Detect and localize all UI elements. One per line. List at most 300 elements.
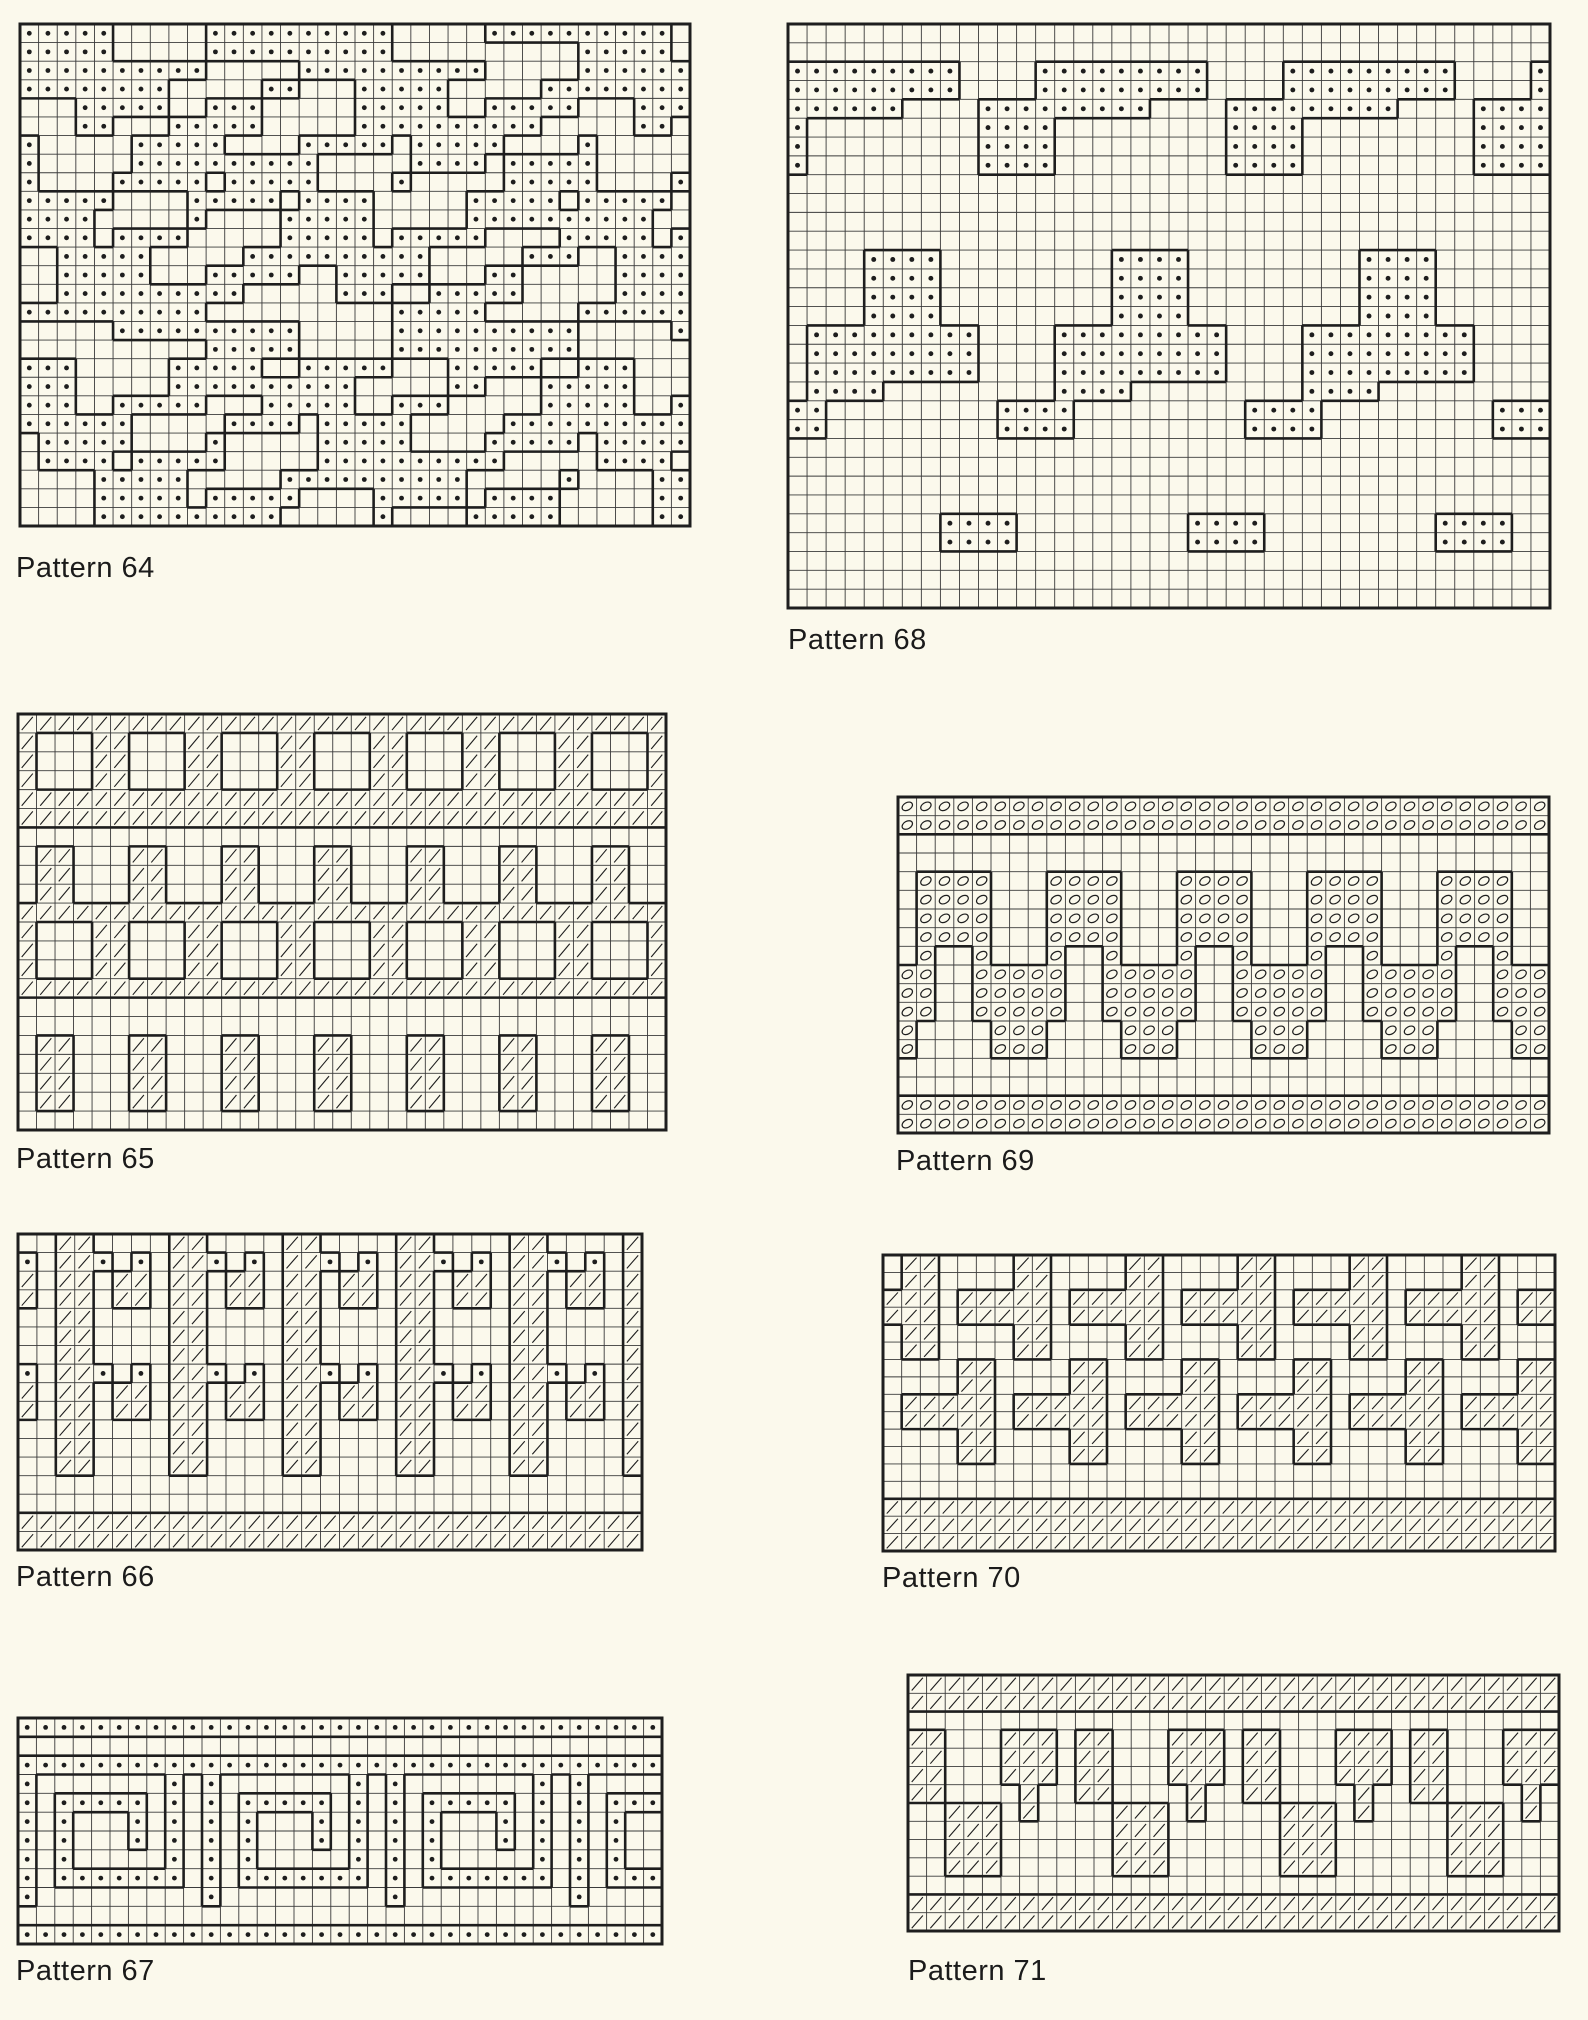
p64-cell-dot xyxy=(678,235,683,240)
p65-cell-hatch xyxy=(614,811,625,824)
p67-cell-dot xyxy=(374,1725,379,1730)
p70-cell-hatch xyxy=(1185,1292,1196,1304)
p67-cell-dot xyxy=(227,1932,232,1937)
p64-cell-dot xyxy=(45,421,50,426)
p68-cell-dot xyxy=(1138,87,1143,92)
p68-cell-dot xyxy=(967,332,972,337)
p67-cell-dot xyxy=(595,1763,600,1768)
p68-cell-dot xyxy=(1500,144,1505,149)
p69-cell-oval xyxy=(1161,1024,1174,1036)
p68-cell-dot xyxy=(1405,257,1410,262)
p70-cell-hatch xyxy=(1073,1501,1084,1513)
p67-cell-dot xyxy=(356,1932,361,1937)
p69-cell-oval xyxy=(956,894,969,906)
p69-cell-oval xyxy=(1049,931,1062,943)
p67-cell-dot xyxy=(172,1800,177,1805)
p69-cell-oval xyxy=(1198,875,1211,887)
p69-cell-oval xyxy=(1291,1099,1304,1111)
p64-cell-dot xyxy=(194,142,199,147)
p65-cell-hatch xyxy=(651,811,662,824)
p68-cell-dot xyxy=(1443,370,1448,375)
p70-cell-hatch xyxy=(1297,1432,1308,1444)
p69-cell-oval xyxy=(1031,819,1044,831)
p67-cell-dot xyxy=(577,1782,582,1787)
p68-cell-dot xyxy=(1005,427,1010,432)
p64-cell-dot xyxy=(641,68,646,73)
p66-cell-hatch xyxy=(362,1534,373,1547)
p69-cell-oval xyxy=(1273,1118,1286,1130)
p68-cell-dot xyxy=(1405,276,1410,281)
p70-cell-hatch xyxy=(1484,1327,1495,1339)
p64-cell-dot xyxy=(325,384,330,389)
p70-cell-hatch xyxy=(1241,1414,1252,1426)
p64-cell-dot xyxy=(101,514,106,519)
p70-cell-hatch xyxy=(1241,1327,1252,1339)
p69-cell-oval xyxy=(1477,931,1490,943)
p65-cell-hatch xyxy=(318,792,329,805)
p68-cell-dot xyxy=(1348,351,1353,356)
p69-cell-oval xyxy=(919,931,932,943)
p64-cell-dot xyxy=(250,514,255,519)
p66-cell-hatch xyxy=(116,1274,127,1287)
p65-cell-hatch xyxy=(22,811,33,824)
p66-cell-hatch xyxy=(513,1441,524,1454)
p66-cell-hatch xyxy=(287,1404,298,1417)
p65-cell-hatch xyxy=(207,755,218,768)
p66-cell-hatch xyxy=(627,1534,638,1547)
p69-cell-oval xyxy=(1124,800,1137,812)
p64-cell-dot xyxy=(380,366,385,371)
p68-cell-dot xyxy=(1538,69,1543,74)
p69-cell-oval xyxy=(901,1024,914,1036)
p67-cell-dot xyxy=(577,1838,582,1843)
p64-cell-dot xyxy=(269,31,274,36)
p64-cell-dot xyxy=(678,440,683,445)
p67-cell-dot xyxy=(62,1725,67,1730)
p69-cell-oval xyxy=(975,1006,988,1018)
p67-cell-dot xyxy=(117,1725,122,1730)
p68-cell-dot xyxy=(1424,87,1429,92)
p69-cell-oval xyxy=(1459,1099,1472,1111)
p66-cell-hatch xyxy=(79,1385,90,1398)
p68-cell-dot xyxy=(795,125,800,130)
pattern-65-grid xyxy=(16,712,668,1132)
p66-cell-hatch xyxy=(22,1274,33,1287)
p64-cell-dot xyxy=(139,328,144,333)
p65-cell-hatch xyxy=(244,1038,255,1051)
p67-cell-dot xyxy=(62,1876,67,1881)
p65-cell-hatch xyxy=(133,717,144,730)
p66-cell-hatch xyxy=(230,1293,241,1306)
p68-cell-dot xyxy=(890,276,895,281)
p64-cell-dot xyxy=(194,459,199,464)
p68-cell-dot xyxy=(795,69,800,74)
p65-cell-hatch xyxy=(22,717,33,730)
p64-cell-dot xyxy=(232,421,237,426)
p64-cell-dot xyxy=(269,403,274,408)
p69-cell-oval xyxy=(1012,1024,1025,1036)
p68-cell-dot xyxy=(852,87,857,92)
p69-cell-oval xyxy=(975,875,988,887)
p64-cell-dot xyxy=(64,403,69,408)
p69-cell-oval xyxy=(975,931,988,943)
p69-cell-oval xyxy=(1533,1099,1546,1111)
p65-cell-hatch xyxy=(577,717,588,730)
p64-cell-dot xyxy=(176,124,181,129)
p65-cell-hatch xyxy=(299,717,310,730)
p65-cell-hatch xyxy=(207,736,218,749)
p69-cell-oval xyxy=(1105,894,1118,906)
p67-cell-dot xyxy=(246,1838,251,1843)
p70-cell-hatch xyxy=(961,1432,972,1444)
p69-cell-oval xyxy=(1291,1006,1304,1018)
p64-cell-dot xyxy=(641,421,646,426)
p70-cell-hatch xyxy=(1484,1519,1495,1531)
p67-cell-dot xyxy=(632,1725,637,1730)
p65-cell-hatch xyxy=(151,717,162,730)
p69-cell-oval xyxy=(1012,1043,1025,1055)
p66-cell-hatch xyxy=(532,1404,543,1417)
p66-cell-hatch xyxy=(287,1367,298,1380)
p67-cell-dot xyxy=(172,1876,177,1881)
p69-cell-oval xyxy=(956,819,969,831)
p64-cell-dot xyxy=(232,31,237,36)
p67-cell-dot xyxy=(172,1782,177,1787)
p65-cell-hatch xyxy=(651,774,662,787)
p69-cell-oval xyxy=(901,1099,914,1111)
p65-cell-hatch xyxy=(207,717,218,730)
p68-cell-dot xyxy=(1386,295,1391,300)
p64-cell-dot xyxy=(585,421,590,426)
p70-cell-hatch xyxy=(1092,1519,1103,1531)
p64-cell-dot xyxy=(287,31,292,36)
p65-cell-hatch xyxy=(133,868,144,881)
p64-cell-dot xyxy=(362,49,367,54)
p64-cell-dot xyxy=(287,347,292,352)
p64-cell-dot xyxy=(101,87,106,92)
p64-cell-dot xyxy=(660,273,665,278)
p64-cell-dot xyxy=(287,235,292,240)
p65-cell-hatch xyxy=(614,1076,625,1089)
p67-cell-dot xyxy=(43,1932,48,1937)
p65-cell-hatch xyxy=(151,792,162,805)
p65-cell-hatch xyxy=(244,868,255,881)
p65-cell-hatch xyxy=(485,792,496,805)
p65-cell-hatch xyxy=(244,849,255,862)
p66-cell-hatch xyxy=(476,1274,487,1287)
p70-cell-hatch xyxy=(1316,1292,1327,1304)
p68-cell-dot xyxy=(1348,332,1353,337)
p67-cell-dot xyxy=(558,1725,563,1730)
p64-cell-dot xyxy=(232,105,237,110)
p65-cell-hatch xyxy=(596,906,607,919)
p68-cell-dot xyxy=(1119,332,1124,337)
p68-cell-dot xyxy=(852,389,857,394)
p66-cell-hatch xyxy=(287,1293,298,1306)
p70-cell-hatch xyxy=(1167,1414,1178,1426)
p69-cell-oval xyxy=(1198,1099,1211,1111)
p69-cell-oval xyxy=(994,987,1007,999)
p65-cell-hatch xyxy=(596,868,607,881)
p70-cell-hatch xyxy=(1521,1449,1532,1461)
p68-cell-dot xyxy=(1290,125,1295,130)
p69-cell-oval xyxy=(1180,931,1193,943)
p68-cell-dot xyxy=(1100,332,1105,337)
p70-cell-hatch xyxy=(1465,1397,1476,1409)
p64-cell-dot xyxy=(45,31,50,36)
p64-cell-dot xyxy=(585,403,590,408)
p64-cell-dot xyxy=(64,421,69,426)
p65-cell-hatch xyxy=(244,1095,255,1108)
p64-cell-dot xyxy=(380,31,385,36)
p70-cell-hatch xyxy=(1260,1327,1271,1339)
p65-cell-hatch xyxy=(281,717,292,730)
p64-cell-dot xyxy=(399,328,404,333)
p68-cell-dot xyxy=(1519,427,1524,432)
p67-cell-dot xyxy=(62,1800,67,1805)
p65-cell-hatch xyxy=(133,849,144,862)
p68-cell-dot xyxy=(1081,370,1086,375)
p68-cell-dot xyxy=(1081,389,1086,394)
p67-cell-dot xyxy=(393,1895,398,1900)
p68-cell-dot xyxy=(1386,276,1391,281)
p70-cell-hatch xyxy=(1335,1501,1346,1513)
p64-cell-dot xyxy=(101,273,106,278)
p69-cell-oval xyxy=(1087,819,1100,831)
p70-cell-hatch xyxy=(1428,1501,1439,1513)
p66-cell-hatch xyxy=(135,1534,146,1547)
p69-cell-oval xyxy=(1235,968,1248,980)
p67-cell-dot xyxy=(614,1838,619,1843)
p67-cell-dot xyxy=(632,1932,637,1937)
p70-cell-hatch xyxy=(1297,1292,1308,1304)
p64-cell-dot xyxy=(269,273,274,278)
p67-cell-dot xyxy=(356,1838,361,1843)
p66-cell-hatch xyxy=(230,1274,241,1287)
p70-cell-hatch xyxy=(1260,1501,1271,1513)
p64-cell-dot xyxy=(660,49,665,54)
p67-cell-dot xyxy=(264,1876,269,1881)
p68-cell-dot xyxy=(909,370,914,375)
p68-cell-dot xyxy=(1252,408,1257,413)
p68-cell-dot xyxy=(1100,351,1105,356)
p69-cell-oval xyxy=(919,950,932,962)
p70-cell-hatch xyxy=(1521,1292,1532,1304)
p66-cell-hatch xyxy=(60,1274,71,1287)
p68-cell-dot xyxy=(1157,276,1162,281)
p64-cell-dot xyxy=(418,477,423,482)
p64-cell-dot xyxy=(622,235,627,240)
p70-cell-hatch xyxy=(1447,1292,1458,1304)
p64-cell-dot xyxy=(380,496,385,501)
p67-cell-dot xyxy=(172,1932,177,1937)
p67-cell-dot xyxy=(282,1763,287,1768)
p68-cell-dot xyxy=(833,106,838,111)
p66-cell-hatch xyxy=(532,1516,543,1529)
pattern-70-chart xyxy=(881,1253,1557,1553)
p67-cell-dot xyxy=(466,1800,471,1805)
p64-cell-dot xyxy=(45,366,50,371)
p68-cell-dot xyxy=(1538,87,1543,92)
p65-cell-hatch xyxy=(151,1076,162,1089)
p69-cell-oval xyxy=(956,1118,969,1130)
p68-cell-dot xyxy=(1157,370,1162,375)
p64-cell-dot xyxy=(120,273,125,278)
p64-cell-dot xyxy=(269,496,274,501)
p65-cell-hatch xyxy=(485,925,496,938)
p64-cell-dot xyxy=(418,254,423,259)
p69-cell-oval xyxy=(901,1006,914,1018)
p66-cell-hatch xyxy=(192,1367,203,1380)
p64-cell-dot xyxy=(120,68,125,73)
p70-cell-hatch xyxy=(1353,1414,1364,1426)
p64-cell-dot xyxy=(64,31,69,36)
p66-cell-hatch xyxy=(116,1534,127,1547)
p66-cell-hatch xyxy=(589,1516,600,1529)
p70-cell-hatch xyxy=(905,1258,916,1270)
p68-cell-dot xyxy=(890,332,895,337)
p70-cell-hatch xyxy=(1409,1449,1420,1461)
p68-cell-dot xyxy=(1043,427,1048,432)
p70-cell-hatch xyxy=(1521,1536,1532,1548)
p68-cell-dot xyxy=(1138,370,1143,375)
p69-cell-oval xyxy=(1533,1043,1546,1055)
p65-cell-hatch xyxy=(59,906,70,919)
p67-cell-dot xyxy=(190,1725,195,1730)
p65-cell-hatch xyxy=(59,1076,70,1089)
p67-cell-dot xyxy=(319,1800,324,1805)
p66-cell-dot xyxy=(554,1371,559,1376)
p64-cell-dot xyxy=(585,31,590,36)
p65-cell-hatch xyxy=(281,925,292,938)
p70-cell-hatch xyxy=(1017,1310,1028,1322)
p68-cell-dot xyxy=(890,87,895,92)
p70-cell-hatch xyxy=(943,1519,954,1531)
p69-cell-oval xyxy=(956,875,969,887)
p65-cell-hatch xyxy=(22,963,33,976)
p70-cell-hatch xyxy=(1409,1519,1420,1531)
p68-cell-dot xyxy=(986,106,991,111)
p67-cell-dot xyxy=(209,1782,214,1787)
p64-cell-dot xyxy=(529,496,534,501)
p69-cell-oval xyxy=(1068,1118,1081,1130)
p64-cell-dot xyxy=(529,124,534,129)
p66-cell-hatch xyxy=(362,1385,373,1398)
p67-cell-dot xyxy=(540,1800,545,1805)
p66-cell-hatch xyxy=(211,1534,222,1547)
p70-cell-hatch xyxy=(1036,1345,1047,1357)
p70-cell-hatch xyxy=(1428,1397,1439,1409)
p69-cell-oval xyxy=(1421,800,1434,812)
p70-cell-hatch xyxy=(1204,1432,1215,1444)
p70-cell-hatch xyxy=(1297,1449,1308,1461)
p65-cell-hatch xyxy=(411,887,422,900)
p70-cell-hatch xyxy=(1297,1414,1308,1426)
p64-cell-dot xyxy=(511,347,516,352)
p64-cell-dot xyxy=(157,161,162,166)
p66-cell-hatch xyxy=(192,1385,203,1398)
p65-cell-hatch xyxy=(151,906,162,919)
p68-cell-dot xyxy=(1176,276,1181,281)
p68-cell-dot xyxy=(1538,125,1543,130)
p66-cell-hatch xyxy=(419,1293,430,1306)
p65-cell-hatch xyxy=(170,811,181,824)
p66-cell-hatch xyxy=(627,1348,638,1361)
p64-cell-dot xyxy=(436,291,441,296)
p64-cell-dot xyxy=(455,142,460,147)
p66-cell-hatch xyxy=(305,1367,316,1380)
p68-cell-dot xyxy=(1195,87,1200,92)
p69-cell-oval xyxy=(1180,1118,1193,1130)
p66-cell-dot xyxy=(479,1259,484,1264)
p64-cell-dot xyxy=(604,403,609,408)
p66-cell-hatch xyxy=(192,1534,203,1547)
p64-cell-dot xyxy=(678,291,683,296)
p64-cell-dot xyxy=(250,49,255,54)
p64-cell-dot xyxy=(567,440,572,445)
p66-cell-dot xyxy=(214,1259,219,1264)
pattern-66-chart xyxy=(16,1232,644,1552)
p64-cell-dot xyxy=(399,87,404,92)
p66-cell-hatch xyxy=(381,1534,392,1547)
p64-cell-dot xyxy=(194,124,199,129)
p64-cell-dot xyxy=(250,496,255,501)
p70-cell-hatch xyxy=(924,1275,935,1287)
p70-cell-hatch xyxy=(1148,1258,1159,1270)
p68-cell-dot xyxy=(833,351,838,356)
p64-cell-dot xyxy=(83,198,88,203)
p64-cell-dot xyxy=(27,49,32,54)
p68-cell-dot xyxy=(1024,427,1029,432)
p69-cell-oval xyxy=(1440,875,1453,887)
p65-cell-hatch xyxy=(355,982,366,995)
p65-cell-hatch xyxy=(114,736,125,749)
p66-cell-hatch xyxy=(343,1293,354,1306)
p65-cell-hatch xyxy=(633,717,644,730)
p70-cell-hatch xyxy=(1241,1519,1252,1531)
p69-cell-oval xyxy=(1235,800,1248,812)
p70-cell-hatch xyxy=(1036,1292,1047,1304)
p69-cell-oval xyxy=(1496,968,1509,980)
p65-cell-hatch xyxy=(299,925,310,938)
p68-cell-dot xyxy=(986,521,991,526)
p65-cell-hatch xyxy=(429,1057,440,1070)
p64-cell-dot xyxy=(213,31,218,36)
p65-cell-hatch xyxy=(318,849,329,862)
p70-cell-hatch xyxy=(1335,1519,1346,1531)
p70-cell-hatch xyxy=(1148,1501,1159,1513)
p66-cell-hatch xyxy=(173,1441,184,1454)
pattern-69-chart xyxy=(896,795,1551,1135)
p66-cell-hatch xyxy=(287,1441,298,1454)
p66-cell-hatch xyxy=(419,1255,430,1268)
p68-cell-dot xyxy=(852,370,857,375)
p65-cell-hatch xyxy=(485,944,496,957)
p64-cell-dot xyxy=(139,459,144,464)
p64-cell-dot xyxy=(101,105,106,110)
p67-cell-dot xyxy=(25,1876,30,1881)
p65-cell-hatch xyxy=(244,982,255,995)
p70-cell-hatch xyxy=(1036,1258,1047,1270)
p66-cell-hatch xyxy=(532,1460,543,1473)
p68-cell-dot xyxy=(1043,144,1048,149)
p64-cell-dot xyxy=(157,87,162,92)
p65-cell-hatch xyxy=(429,1095,440,1108)
p69-cell-oval xyxy=(1514,1043,1527,1055)
p66-cell-hatch xyxy=(532,1441,543,1454)
p64-cell-dot xyxy=(157,403,162,408)
p65-cell-hatch xyxy=(77,792,88,805)
